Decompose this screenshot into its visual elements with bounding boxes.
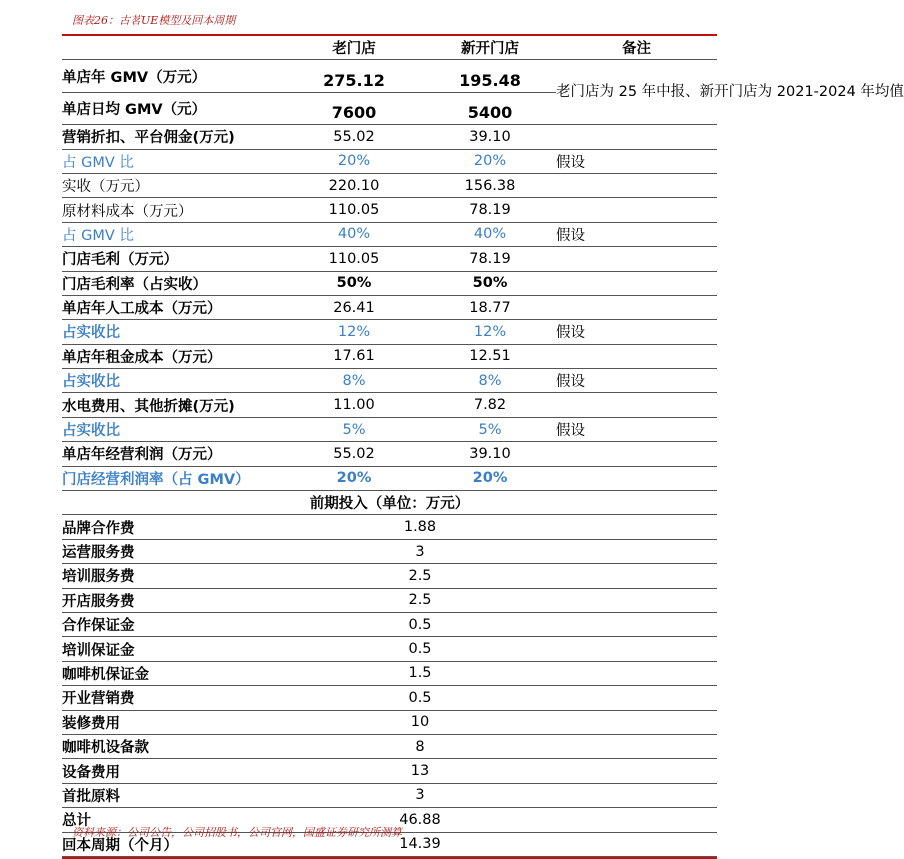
invest-value: 1.88 xyxy=(284,515,556,539)
row-note xyxy=(556,125,717,149)
source-note: 资料来源：公司公告，公司招股书，公司官网，国盛证券研究所测算 xyxy=(72,826,402,839)
invest-row xyxy=(62,734,717,758)
invest-value: 13 xyxy=(284,759,556,783)
invest-row xyxy=(62,783,717,807)
old-store-value: 7600 xyxy=(284,92,424,124)
invest-row xyxy=(62,661,717,685)
row-note xyxy=(556,198,717,222)
new-store-value: 20% xyxy=(424,466,556,490)
row-note: 假设 xyxy=(556,320,717,344)
table-row xyxy=(62,247,717,271)
row-label: 单店日均 GMV（元） xyxy=(62,92,284,124)
old-store-value: 110.05 xyxy=(284,247,424,271)
invest-row xyxy=(62,637,717,661)
invest-note xyxy=(556,759,717,783)
row-label: 营销折扣、平台佣金(万元) xyxy=(62,125,284,149)
invest-label: 回本周期（个月） xyxy=(62,832,284,856)
invest-label: 培训服务费 xyxy=(62,564,284,588)
new-store-value: 156.38 xyxy=(424,173,556,197)
row-label: 占 GMV 比 xyxy=(62,222,284,246)
ue-model-table xyxy=(62,36,904,857)
invest-value: 2.5 xyxy=(284,588,556,612)
header-note: 备注 xyxy=(556,36,717,60)
invest-value: 2.5 xyxy=(284,564,556,588)
table-row xyxy=(62,417,717,441)
invest-row xyxy=(62,515,717,539)
invest-value: 3 xyxy=(284,783,556,807)
invest-label: 咖啡机保证金 xyxy=(62,661,284,685)
new-store-value: 20% xyxy=(424,149,556,173)
invest-row xyxy=(62,686,717,710)
row-label: 水电费用、其他折摊(万元) xyxy=(62,393,284,417)
invest-label: 运营服务费 xyxy=(62,539,284,563)
row-label: 单店年租金成本（万元） xyxy=(62,344,284,368)
row-note xyxy=(556,442,717,466)
invest-label: 品牌合作费 xyxy=(62,515,284,539)
old-store-value: 220.10 xyxy=(284,173,424,197)
row-label: 占实收比 xyxy=(62,417,284,441)
old-store-value: 50% xyxy=(284,271,424,295)
row-label: 门店经营利润率（占 GMV） xyxy=(62,466,284,490)
invest-row xyxy=(62,612,717,636)
header-old-store: 老门店 xyxy=(284,36,424,60)
invest-note xyxy=(556,515,717,539)
invest-note xyxy=(556,808,717,832)
invest-note xyxy=(556,564,717,588)
row-label: 单店年人工成本（万元） xyxy=(62,295,284,319)
row-label: 占实收比 xyxy=(62,320,284,344)
new-store-value: 8% xyxy=(424,369,556,393)
invest-note xyxy=(556,832,717,856)
invest-label: 开业营销费 xyxy=(62,686,284,710)
invest-label: 培训保证金 xyxy=(62,637,284,661)
table-row xyxy=(62,222,717,246)
new-store-value: 5400 xyxy=(424,92,556,124)
old-store-value: 55.02 xyxy=(284,442,424,466)
new-store-value: 39.10 xyxy=(424,442,556,466)
new-store-value: 12% xyxy=(424,320,556,344)
new-store-value: 39.10 xyxy=(424,125,556,149)
table-row xyxy=(62,271,717,295)
header-row xyxy=(62,36,717,60)
new-store-value: 5% xyxy=(424,417,556,441)
table-row xyxy=(62,442,717,466)
old-store-value: 275.12 xyxy=(284,60,424,92)
row-label: 单店年经营利润（万元） xyxy=(62,442,284,466)
row-note xyxy=(556,295,717,319)
invest-row xyxy=(62,759,717,783)
invest-row xyxy=(62,588,717,612)
old-store-value: 20% xyxy=(284,149,424,173)
invest-note xyxy=(556,637,717,661)
table-row xyxy=(62,125,717,149)
row-label: 原材料成本（万元） xyxy=(62,198,284,222)
invest-row xyxy=(62,539,717,563)
table-row xyxy=(62,60,717,92)
invest-note xyxy=(556,612,717,636)
invest-note xyxy=(556,539,717,563)
row-note: 假设 xyxy=(556,222,717,246)
row-label: 占 GMV 比 xyxy=(62,149,284,173)
invest-label: 装修费用 xyxy=(62,710,284,734)
new-store-value: 195.48 xyxy=(424,60,556,92)
invest-value: 0.5 xyxy=(284,686,556,710)
table-row xyxy=(62,369,717,393)
invest-note xyxy=(556,686,717,710)
invest-note xyxy=(556,661,717,685)
invest-value: 46.88 xyxy=(284,808,556,832)
invest-label: 总计 xyxy=(62,808,284,832)
old-store-value: 12% xyxy=(284,320,424,344)
row-note: 假设 xyxy=(556,149,717,173)
table-row xyxy=(62,344,717,368)
table-row xyxy=(62,149,717,173)
invest-label: 开店服务费 xyxy=(62,588,284,612)
row-note xyxy=(556,247,717,271)
table-row xyxy=(62,173,717,197)
new-store-value: 12.51 xyxy=(424,344,556,368)
invest-header-row xyxy=(62,491,717,515)
row-label: 单店年 GMV（万元） xyxy=(62,60,284,92)
old-store-value: 110.05 xyxy=(284,198,424,222)
row-note xyxy=(556,173,717,197)
invest-value: 0.5 xyxy=(284,612,556,636)
row-note xyxy=(556,466,717,490)
invest-value: 14.39 xyxy=(284,832,556,856)
row-label: 门店毛利率（占实收） xyxy=(62,271,284,295)
row-note xyxy=(556,344,717,368)
invest-label: 设备费用 xyxy=(62,759,284,783)
row-note: 假设 xyxy=(556,369,717,393)
new-store-value: 78.19 xyxy=(424,247,556,271)
invest-label: 咖啡机设备款 xyxy=(62,734,284,758)
old-store-value: 8% xyxy=(284,369,424,393)
new-store-value: 7.82 xyxy=(424,393,556,417)
table-row xyxy=(62,198,717,222)
invest-value: 3 xyxy=(284,539,556,563)
row-label: 门店毛利（万元） xyxy=(62,247,284,271)
new-store-value: 40% xyxy=(424,222,556,246)
invest-row xyxy=(62,710,717,734)
invest-header: 前期投入（单位：万元） xyxy=(62,491,717,515)
merged-note: 老门店为 25 年中报、新开门店为 2021-2024 年均值 xyxy=(556,60,717,125)
new-store-value: 78.19 xyxy=(424,198,556,222)
header-new-store: 新开门店 xyxy=(424,36,556,60)
new-store-value: 50% xyxy=(424,271,556,295)
new-store-value: 18.77 xyxy=(424,295,556,319)
invest-label: 合作保证金 xyxy=(62,612,284,636)
invest-label: 首批原料 xyxy=(62,783,284,807)
figure-caption: 图表26：古茗UE模型及回本周期 xyxy=(72,14,236,27)
old-store-value: 26.41 xyxy=(284,295,424,319)
invest-note xyxy=(556,710,717,734)
invest-row xyxy=(62,564,717,588)
table-row xyxy=(62,320,717,344)
invest-value: 10 xyxy=(284,710,556,734)
old-store-value: 40% xyxy=(284,222,424,246)
table-row xyxy=(62,466,717,490)
old-store-value: 5% xyxy=(284,417,424,441)
table-row xyxy=(62,295,717,319)
row-note xyxy=(556,271,717,295)
row-note xyxy=(556,393,717,417)
invest-note xyxy=(556,734,717,758)
invest-note xyxy=(556,783,717,807)
old-store-value: 55.02 xyxy=(284,125,424,149)
old-store-value: 20% xyxy=(284,466,424,490)
old-store-value: 17.61 xyxy=(284,344,424,368)
invest-value: 8 xyxy=(284,734,556,758)
invest-value: 1.5 xyxy=(284,661,556,685)
row-label: 实收（万元） xyxy=(62,173,284,197)
table-row xyxy=(62,393,717,417)
row-label: 占实收比 xyxy=(62,369,284,393)
old-store-value: 11.00 xyxy=(284,393,424,417)
row-note: 假设 xyxy=(556,417,717,441)
invest-value: 0.5 xyxy=(284,637,556,661)
invest-note xyxy=(556,588,717,612)
